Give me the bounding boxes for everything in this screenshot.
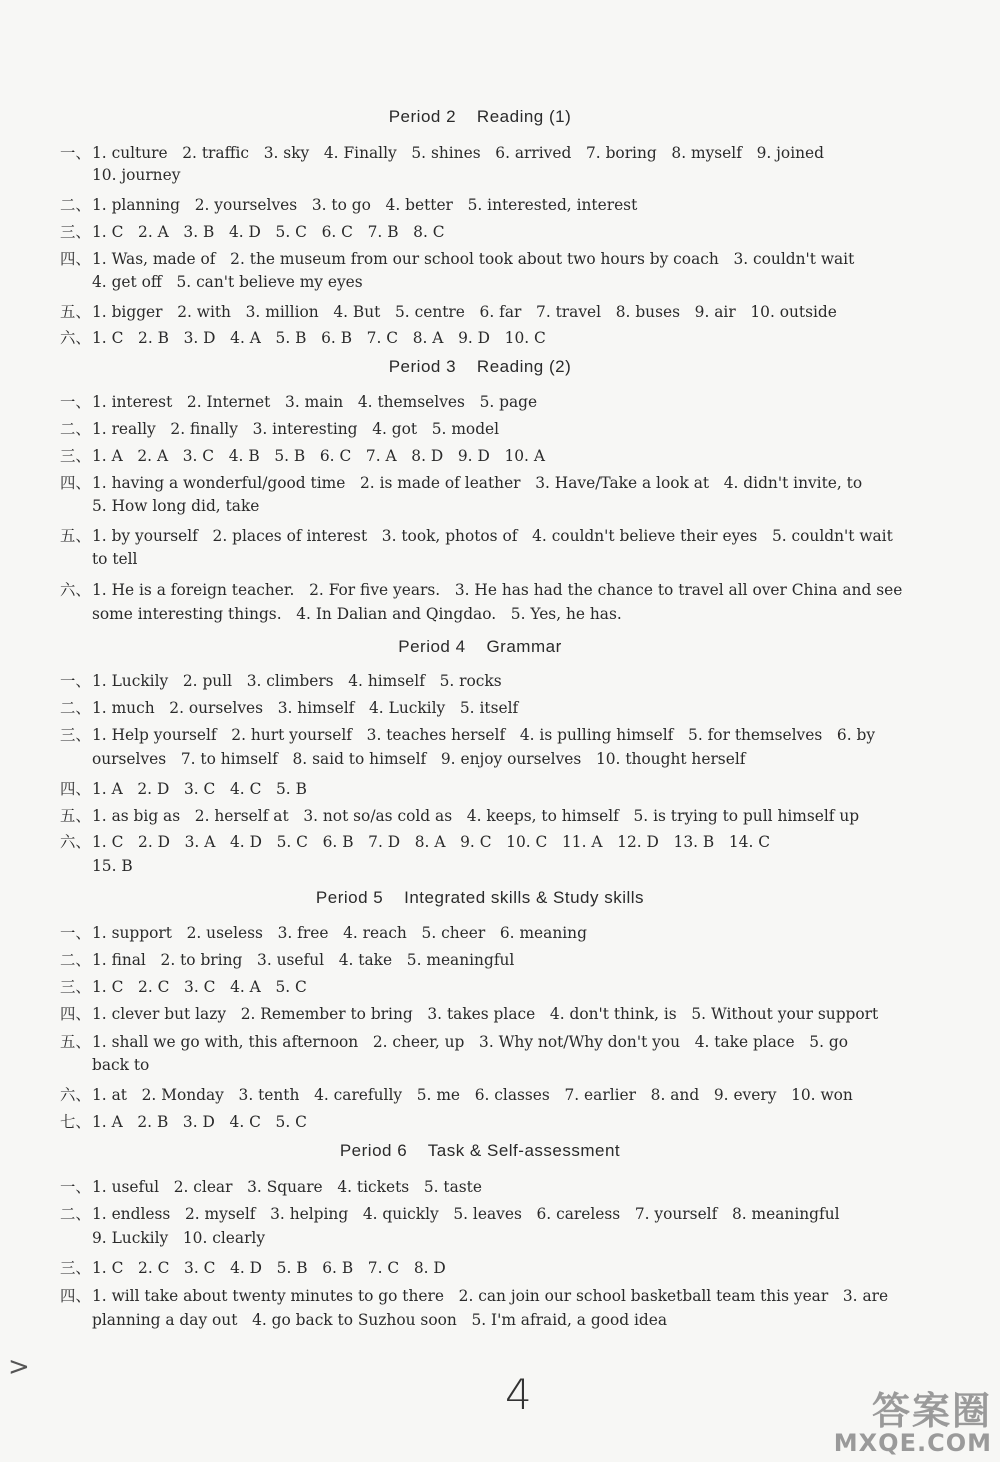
- answer-text: 1. C 2. A 3. B 4. D 5. C 6. C 7. B 8. C: [92, 223, 445, 241]
- answer-text: 1. really 2. finally 3. interesting 4. got 5. model: [92, 420, 500, 438]
- answer-line: [60, 723, 875, 745]
- section-heading: Period 2 Reading (1): [388, 107, 572, 126]
- answer-line: [60, 948, 514, 970]
- answer-text: 1. having a wonderful/good time 2. is made of leather 3. Have/Take a look at 4. didn't invite, to: [92, 474, 863, 492]
- question-group-marker: 四、: [60, 1005, 91, 1023]
- answer-line: [92, 550, 137, 568]
- answer-text: 1. endless 2. myself 3. helping 4. quickly 5. leaves 6. careless 7. yourself 8. meaningful: [92, 1205, 840, 1223]
- question-group-marker: 二、: [60, 1205, 91, 1223]
- answer-text: 1. A 2. D 3. C 4. C 5. B: [92, 780, 307, 798]
- page-number: 4: [505, 1370, 532, 1419]
- answer-text: 1. C 2. C 3. C 4. D 5. B 6. B 7. C 8. D: [92, 1259, 446, 1277]
- question-group-marker: 二、: [60, 699, 91, 717]
- question-group-marker: 四、: [60, 250, 91, 268]
- watermark-url: MXQE.COM: [833, 1429, 992, 1457]
- answer-text: 1. culture 2. traffic 3. sky 4. Finally 5. shines 6. arrived 7. boring 8. myself 9. joined: [92, 144, 824, 162]
- answer-text: back to: [92, 1056, 150, 1074]
- question-group-marker: 六、: [60, 329, 91, 347]
- question-group-marker: 三、: [60, 223, 91, 241]
- answer-line: [92, 605, 622, 623]
- answer-line: [60, 975, 307, 997]
- answer-text: 1. final 2. to bring 3. useful 4. take 5. meaningful: [92, 951, 515, 969]
- question-group-marker: 二、: [60, 420, 91, 438]
- answer-line: [60, 578, 902, 600]
- watermark-logo: 答案圈: [871, 1389, 992, 1433]
- answer-text: 1. by yourself 2. places of interest 3. took, photos of 4. couldn't believe their eyes 5. couldn't wait: [92, 527, 893, 545]
- answer-text: 1. planning 2. yourselves 3. to go 4. better 5. interested, interest: [92, 196, 638, 214]
- answer-line: [60, 524, 893, 546]
- answer-text: 9. Luckily 10. clearly: [92, 1229, 266, 1247]
- answer-line: [60, 417, 499, 439]
- answer-text: 1. interest 2. Internet 3. main 4. themselves 5. page: [92, 393, 538, 411]
- answer-line: [60, 390, 537, 412]
- answer-line: [60, 220, 445, 242]
- answer-text: 1. Help yourself 2. hurt yourself 3. teaches herself 4. is pulling himself 5. for themselves 6. by: [92, 726, 876, 744]
- answer-text: 1. useful 2. clear 3. Square 4. tickets 5. taste: [92, 1178, 482, 1196]
- answer-line: [92, 1229, 265, 1247]
- question-group-marker: 六、: [60, 581, 91, 599]
- answer-text: to tell: [92, 550, 138, 568]
- answer-text: 1. as big as 2. herself at 3. not so/as cold as 4. keeps, to himself 5. is trying to pull himself up: [92, 807, 860, 825]
- question-group-marker: 一、: [60, 672, 91, 690]
- watermark: [834, 1380, 992, 1457]
- answer-line: [92, 1056, 149, 1074]
- answer-text: 5. How long did, take: [92, 497, 260, 515]
- question-group-marker: 七、: [60, 1113, 91, 1131]
- answer-text: 1. C 2. C 3. C 4. A 5. C: [92, 978, 307, 996]
- answer-line: [60, 444, 545, 466]
- answer-text: 1. much 2. ourselves 3. himself 4. Luckily 5. itself: [92, 699, 519, 717]
- answer-text: 1. C 2. D 3. A 4. D 5. C 6. B 7. D 8. A 9. C 10. C 11. A 12. D 13. B 14. C: [92, 833, 771, 851]
- answer-text: 1. C 2. B 3. D 4. A 5. B 6. B 7. C 8. A 9. D 10. C: [92, 329, 546, 347]
- answer-line: [60, 1175, 482, 1197]
- answer-line: [60, 247, 854, 269]
- answer-text: 1. clever but lazy 2. Remember to bring 3. takes place 4. don't think, is 5. Without your support: [92, 1005, 879, 1023]
- answer-text: ourselves 7. to himself 8. said to himself 9. enjoy ourselves 10. thought herself: [92, 750, 746, 768]
- answer-text: some interesting things. 4. In Dalian and Qingdao. 5. Yes, he has.: [92, 605, 622, 623]
- answer-text: 10. journey: [92, 166, 181, 184]
- question-group-marker: 六、: [60, 833, 91, 851]
- question-group-marker: 四、: [60, 1287, 91, 1305]
- answer-text: 1. Was, made of 2. the museum from our school took about two hours by coach 3. couldn't wait: [92, 250, 855, 268]
- answer-line: [60, 804, 859, 826]
- question-group-marker: 三、: [60, 726, 91, 744]
- question-group-marker: 五、: [60, 1033, 91, 1051]
- question-group-marker: 一、: [60, 924, 91, 942]
- answer-line: [60, 1256, 446, 1278]
- section-heading: Period 3 Reading (2): [388, 357, 572, 376]
- answer-line: [92, 166, 180, 184]
- answer-line: [92, 1311, 667, 1329]
- answer-line: [92, 750, 745, 768]
- question-group-marker: 五、: [60, 807, 91, 825]
- answer-line: [60, 193, 637, 215]
- answer-line: [60, 696, 518, 718]
- answer-text: 1. A 2. B 3. D 4. C 5. C: [92, 1113, 307, 1131]
- answer-line: [60, 777, 307, 799]
- answer-text: 1. Luckily 2. pull 3. climbers 4. himself 5. rocks: [92, 672, 502, 690]
- answer-line: [60, 300, 837, 322]
- answer-line: [60, 669, 502, 691]
- question-group-marker: 一、: [60, 393, 91, 411]
- answer-line: [60, 1284, 888, 1306]
- answer-text: 1. support 2. useless 3. free 4. reach 5. cheer 6. meaning: [92, 924, 587, 942]
- answer-line: [60, 471, 862, 493]
- answer-text: 1. A 2. A 3. C 4. B 5. B 6. C 7. A 8. D 9. D 10. A: [92, 447, 545, 465]
- question-group-marker: 三、: [60, 978, 91, 996]
- answer-text: 15. B: [92, 857, 133, 875]
- answer-line: [60, 1002, 878, 1024]
- answer-line: [60, 326, 546, 348]
- section-heading: Period 4 Grammar: [398, 637, 562, 656]
- question-group-marker: 三、: [60, 1259, 91, 1277]
- question-group-marker: 一、: [60, 144, 91, 162]
- answer-line: [60, 921, 587, 943]
- answer-text: 1. bigger 2. with 3. million 4. But 5. centre 6. far 7. travel 8. buses 9. air 10. outside: [92, 303, 837, 321]
- question-group-marker: 四、: [60, 474, 91, 492]
- answer-text: 4. get off 5. can't believe my eyes: [92, 273, 363, 291]
- answer-line: [60, 830, 770, 852]
- answer-line: [60, 141, 824, 163]
- answer-line: [60, 1202, 840, 1224]
- answer-line: [60, 1110, 307, 1132]
- question-group-marker: 四、: [60, 780, 91, 798]
- answer-text: 1. at 2. Monday 3. tenth 4. carefully 5. me 6. classes 7. earlier 8. and 9. every 10. won: [92, 1086, 853, 1104]
- answer-line: [60, 1030, 848, 1052]
- question-group-marker: 五、: [60, 303, 91, 321]
- answer-line: [92, 497, 259, 515]
- answer-line: [92, 857, 133, 875]
- question-group-marker: 五、: [60, 527, 91, 545]
- question-group-marker: 三、: [60, 447, 91, 465]
- section-heading: Period 6 Task & Self-assessment: [339, 1141, 621, 1160]
- answer-line: [60, 1083, 853, 1105]
- answer-line: [92, 273, 363, 291]
- answer-text: planning a day out 4. go back to Suzhou soon 5. I'm afraid, a good idea: [92, 1311, 668, 1329]
- question-group-marker: 二、: [60, 951, 91, 969]
- question-group-marker: 一、: [60, 1178, 91, 1196]
- section-heading: Period 5 Integrated skills & Study skills: [315, 888, 645, 907]
- question-group-marker: 六、: [60, 1086, 91, 1104]
- answer-text: 1. will take about twenty minutes to go there 2. can join our school basketball team this year 3. are: [92, 1287, 889, 1305]
- answer-text: 1. shall we go with, this afternoon 2. cheer, up 3. Why not/Why don't you 4. take place 5. go: [92, 1033, 849, 1051]
- answer-text: 1. He is a foreign teacher. 2. For five years. 3. He has had the chance to travel all over China and see: [92, 581, 903, 599]
- margin-chevron: >: [8, 1352, 30, 1382]
- question-group-marker: 二、: [60, 196, 91, 214]
